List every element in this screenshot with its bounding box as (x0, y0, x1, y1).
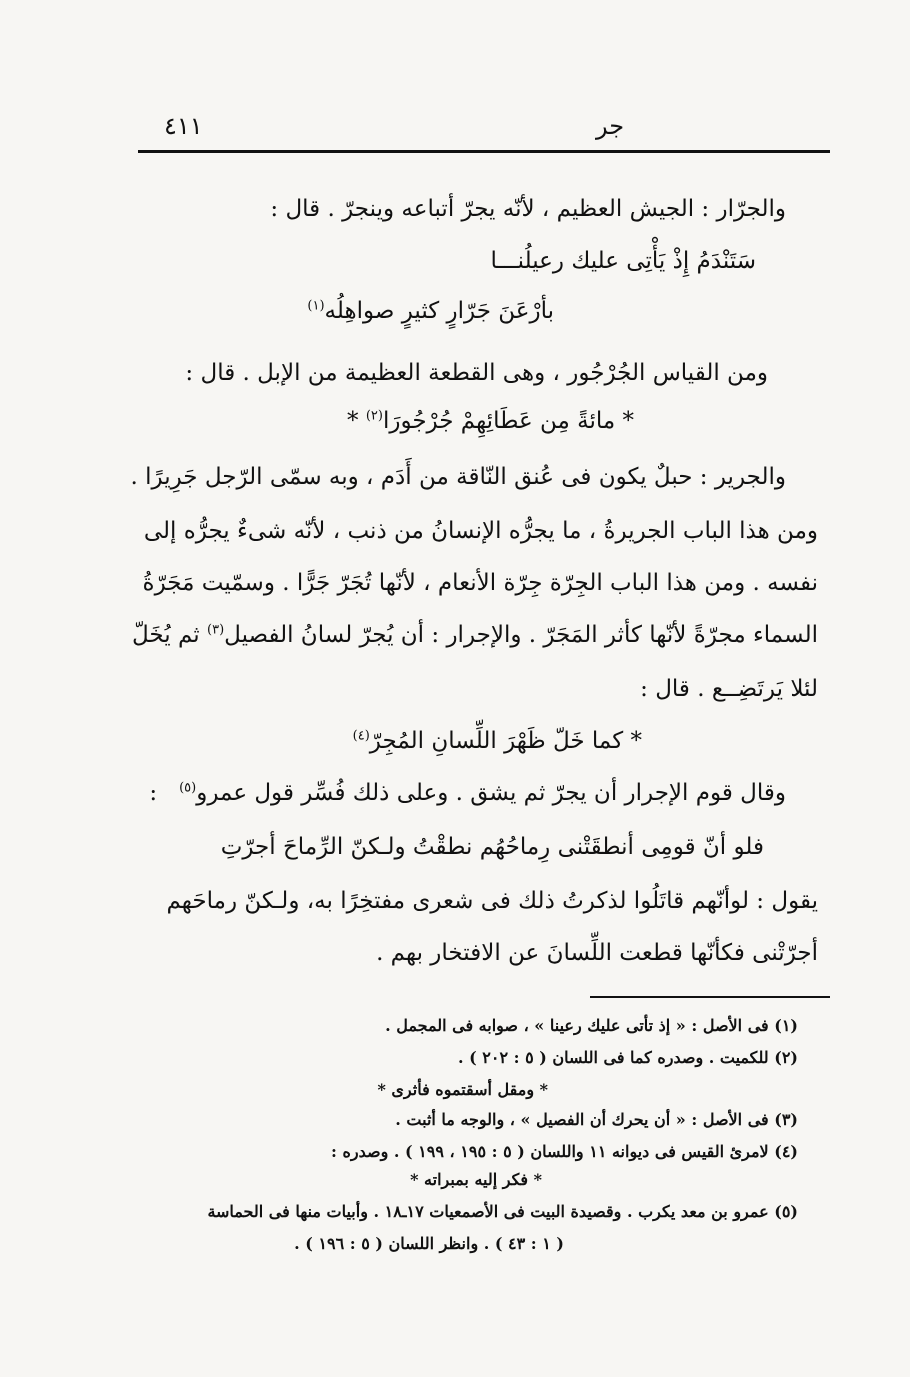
asterisk: * (347, 408, 359, 434)
body-line: نفسه . ومن هذا الباب الجِرّة جِرّة الأنعام ، لأنّها تُجَرّ جَرًّا . وسمّيت مَجَرّةُ (142, 570, 818, 596)
verse-line (347, 408, 634, 436)
body-line: أجرّتْنى فكأنّها قطعت اللِّسانَ عن الافتخار بهم . (376, 940, 818, 966)
body-line (132, 622, 818, 650)
verse-text: بأرْعَنَ جَرّارٍ كثيرٍ صواهِلُه (324, 298, 554, 324)
verse-text: * مائةً مِن عَطَائِهِمْ جُرْجُورَا (382, 408, 634, 434)
footnote-rule (590, 996, 830, 998)
page-number: ٤١١ (164, 112, 203, 140)
footnote-marker: (٣) (207, 622, 225, 638)
header-root-word: جر (596, 112, 625, 140)
footnote: (٤) لامرئ القيس فى ديوانه ١١ واللسان ( ٥ : ١٩٥ ، ١٩٩ ) . وصدره : (331, 1142, 798, 1161)
footnote-verse: * فكر إليه بمبراته * (410, 1170, 542, 1189)
verse-line: فلو أنّ قومِى أنطقَتْنى رِماحُهُم نطقْتُ ولـكنّ الرِّماحَ أجرّتِ (220, 834, 764, 860)
body-line: لئلا يَرتَضِــع . قال : (640, 676, 818, 702)
body-line: ومن هذا الباب الجريرةُ ، ما يجرُّه الإنسانُ من ذنب ، لأنّه شىءٌ يجرُّه إلى (143, 518, 818, 544)
body-line: ومن القياس الجُرْجُور ، وهى القطعة العظيمة من الإبل . قال : (185, 360, 768, 386)
body-text: وقال قوم الإجرار أن يجرّ ثم يشق . وعلى ذلك فُسِّر قول عمرو (196, 780, 786, 806)
footnote: ( ١ : ٤٣ ) . وانظر اللسان ( ٥ : ١٩٦ ) . (294, 1234, 564, 1253)
footnote-marker: (٥) (179, 780, 197, 796)
verse-line (307, 298, 554, 326)
footnote-marker: (٤) (352, 728, 370, 744)
body-line: يقول : لوأنّهم قاتَلُوا لذكرتُ ذلك فى شعرى مفتخِرًا به، ولـكنّ رماحَهم (166, 888, 818, 914)
footnote: (٢) للكميت . وصدره كما فى اللسان ( ٥ : ٢٠٢ ) . (457, 1048, 798, 1067)
body-line: والجرير : حبلٌ يكون فى عُنق النّاقة من أَدَم ، وبه سمّى الرّجل جَرِيرًا . (130, 464, 786, 490)
body-line: والجرّار : الجيش العظيم ، لأنّه يجرّ أتباعه وينجرّ . قال : (270, 196, 786, 222)
body-text: ثم يُخَلّ (132, 622, 200, 648)
verse-line: سَتَنْدَمُ إِذْ يَأْتِى عليك رعيلُنـــا (490, 248, 756, 274)
footnote-marker: (١) (307, 298, 325, 314)
colon: : (149, 780, 158, 806)
footnote: (٥) عمرو بن معد يكرب . وقصيدة البيت فى الأصمعيات ١٧ـ١٨ . وأبيات منها فى الحماسة (207, 1202, 798, 1221)
running-header (138, 112, 830, 148)
footnote: (١) فى الأصل : « إذ تأتى عليك رعينا » ، صوابه فى المجمل . (385, 1016, 798, 1035)
body-line (149, 780, 786, 808)
footnote-verse: * ومقل أسقتموه فأثرى * (377, 1080, 548, 1099)
footnote-marker: (٢) (365, 408, 383, 424)
verse-line (353, 728, 642, 756)
footnote: (٣) فى الأصل : « أن يحرك أن الفصيل » ، والوجه ما أثبت . (395, 1110, 798, 1129)
body-text: السماء مجرّةً لأنّها كأثر المَجَرّ . والإجرار : أن يُجرّ لسانُ الفصيل (224, 622, 818, 648)
verse-text: * كما خَلّ ظَهْرَ اللِّسانِ المُجِرّ (369, 728, 642, 754)
header-rule (138, 150, 830, 153)
